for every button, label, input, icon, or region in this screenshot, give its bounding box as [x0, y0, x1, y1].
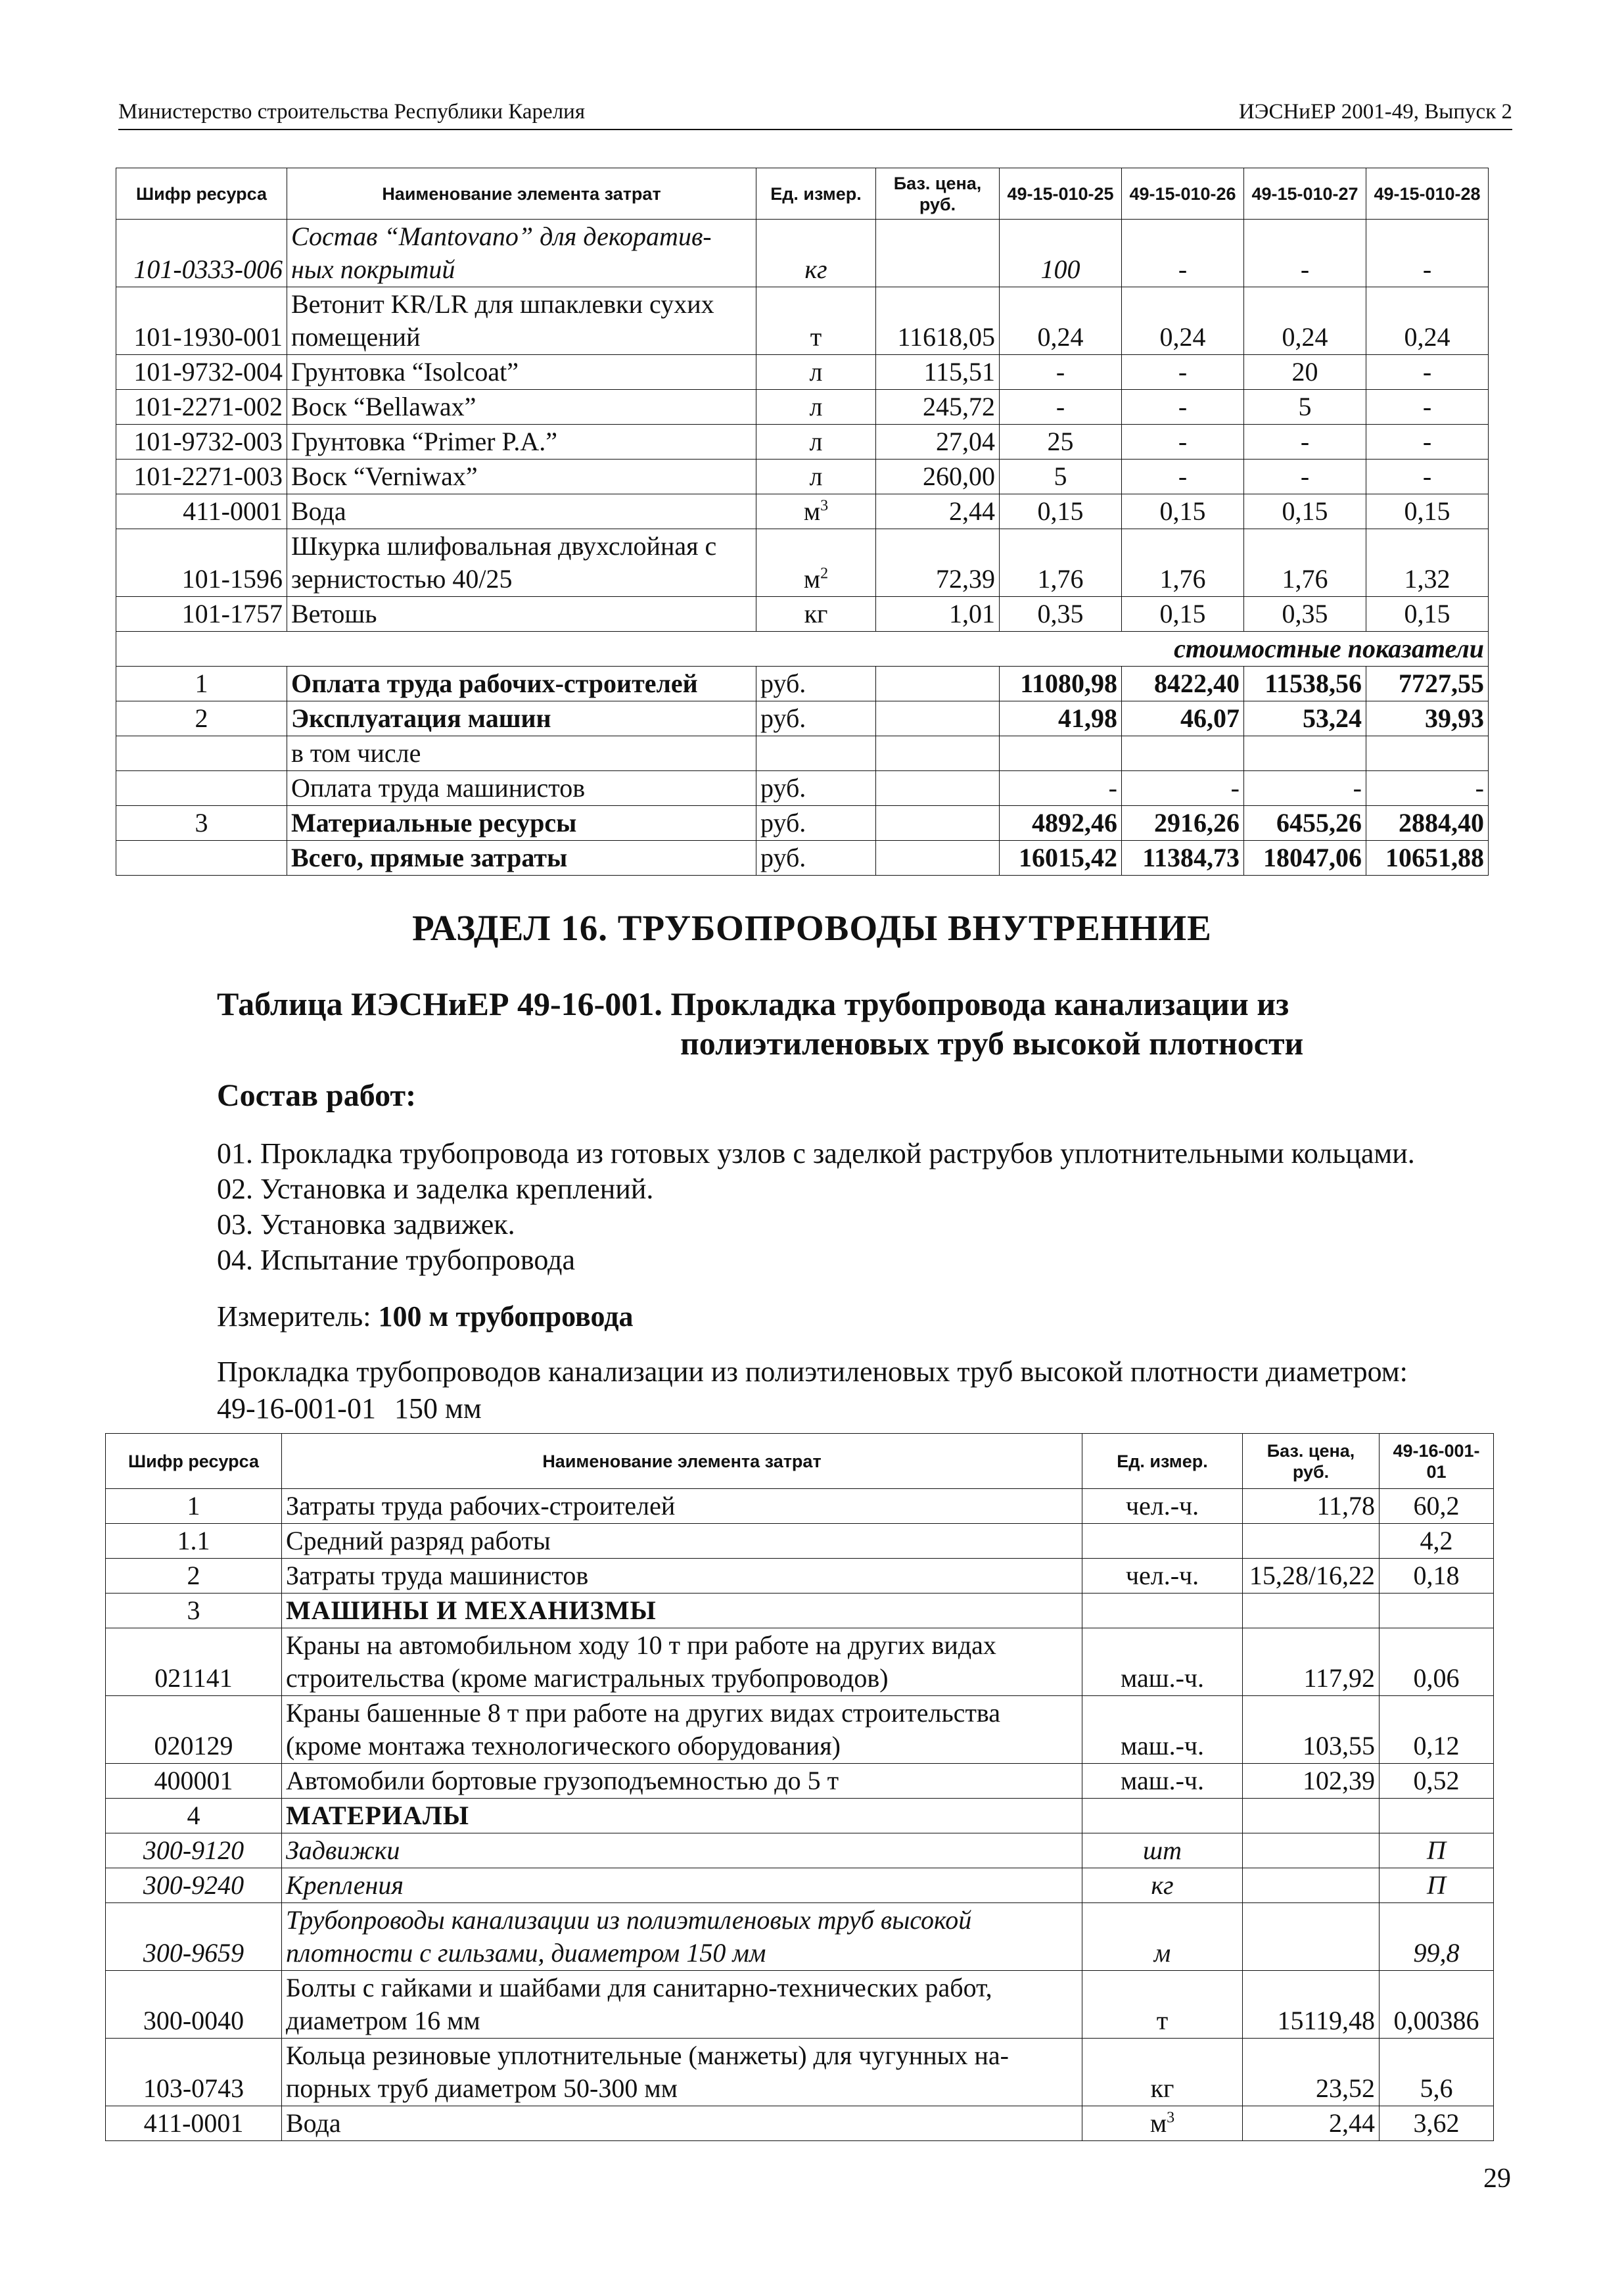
base-price — [1243, 1903, 1380, 1971]
col-header-norm: 49-15-010-28 — [1366, 168, 1489, 220]
norm-value: - — [1122, 220, 1244, 287]
resource-name: Вода — [282, 2106, 1082, 2141]
cost-value: 11080,98 — [1000, 667, 1122, 701]
base-price — [876, 220, 1000, 287]
unit: маш.-ч. — [1082, 1696, 1243, 1764]
resource-code: 411-0001 — [116, 494, 287, 529]
table-row — [106, 1971, 1494, 2039]
unit: руб. — [756, 667, 876, 701]
group-row — [106, 1799, 1494, 1833]
norm-value: 0,35 — [1000, 597, 1122, 632]
meter-line — [217, 1299, 634, 1334]
base-price — [1243, 1868, 1380, 1903]
cost-value: 4892,46 — [1000, 806, 1122, 841]
resource-code: 101-1596 — [116, 529, 287, 597]
header-ministry: Министерство строительства Республики Карелия — [118, 100, 586, 124]
col-header-price: Баз. цена, руб. — [1243, 1434, 1380, 1489]
resource-code: 300-9120 — [106, 1833, 282, 1868]
unit: маш.-ч. — [1082, 1764, 1243, 1799]
base-price — [1243, 1799, 1380, 1833]
norm-value: - — [1122, 355, 1244, 390]
base-price: 15,28/16,22 — [1243, 1559, 1380, 1594]
norm-value: - — [1000, 390, 1122, 425]
header-rule — [118, 129, 1512, 130]
resource-code: 101-1930-001 — [116, 287, 287, 355]
unit: л — [756, 425, 876, 460]
base-price: 260,00 — [876, 460, 1000, 494]
resource-name: Краны на автомобильном ходу 10 т при работе на других видах строительства (кроме магистральных трубопроводов) — [282, 1628, 1082, 1696]
work-item: 04. Испытание трубопровода — [217, 1244, 575, 1276]
resource-code: 021141 — [106, 1628, 282, 1696]
resource-code: 101-2271-002 — [116, 390, 287, 425]
unit: т — [1082, 1971, 1243, 2039]
unit: кг — [1082, 1868, 1243, 1903]
resource-code: 300-9240 — [106, 1868, 282, 1903]
resource-name: Шкурка шлифовальная двухслойная с зернистостью 40/25 — [287, 529, 756, 597]
norm-value: - — [1122, 460, 1244, 494]
work-item: 02. Установка и заделка креплений. — [217, 1173, 654, 1205]
resource-name: Воск “Verniwax” — [287, 460, 756, 494]
cost-value: 18047,06 — [1244, 841, 1366, 876]
table-row — [106, 1868, 1494, 1903]
cost-value: 7727,55 — [1366, 667, 1489, 701]
cost-number — [116, 771, 287, 806]
col-header-norm: 49-16-001-01 — [1380, 1434, 1494, 1489]
cost-value: 11538,56 — [1244, 667, 1366, 701]
norm-value: 0,15 — [1000, 494, 1122, 529]
table-row — [106, 1764, 1494, 1799]
cost-value: - — [1000, 771, 1122, 806]
unit: л — [756, 355, 876, 390]
base-price — [1243, 1833, 1380, 1868]
table-row — [106, 1696, 1494, 1764]
cost-value — [1000, 736, 1122, 771]
resource-code: 101-9732-003 — [116, 425, 287, 460]
norm-value: 0,24 — [1244, 287, 1366, 355]
norm-value: - — [1122, 390, 1244, 425]
col-header-name: Наименование элемента затрат — [287, 168, 756, 220]
unit — [1082, 1594, 1243, 1628]
cost-value: 8422,40 — [1122, 667, 1244, 701]
col-header-norm: 49-15-010-27 — [1244, 168, 1366, 220]
base-price: 245,72 — [876, 390, 1000, 425]
cost-name: Оплата труда рабочих-строителей — [287, 667, 756, 701]
col-header-norm: 49-15-010-26 — [1122, 168, 1244, 220]
resource-name: Грунтовка “Primer P.A.” — [287, 425, 756, 460]
cost-value: 10651,88 — [1366, 841, 1489, 876]
cost-value: 2916,26 — [1122, 806, 1244, 841]
unit — [756, 736, 876, 771]
unit: шт — [1082, 1833, 1243, 1868]
unit: л — [756, 390, 876, 425]
norm-value: - — [1366, 425, 1489, 460]
resource-name: Ветошь — [287, 597, 756, 632]
norm-value — [1380, 1799, 1494, 1833]
unit: руб. — [756, 771, 876, 806]
base-price — [876, 701, 1000, 736]
unit: руб. — [756, 806, 876, 841]
unit: кг — [756, 220, 876, 287]
resource-name: Автомобили бортовые грузоподъемностью до 5 т — [282, 1764, 1082, 1799]
resource-name: Задвижки — [282, 1833, 1082, 1868]
cost-value: - — [1244, 771, 1366, 806]
total-row — [116, 841, 1489, 876]
base-price: 115,51 — [876, 355, 1000, 390]
base-price — [1243, 1594, 1380, 1628]
cost-value: 39,93 — [1366, 701, 1489, 736]
cost-value — [1244, 736, 1366, 771]
resource-name: Затраты труда рабочих-строителей — [282, 1489, 1082, 1524]
norm-value: 99,8 — [1380, 1903, 1494, 1971]
norm-value: 0,24 — [1122, 287, 1244, 355]
unit: т — [756, 287, 876, 355]
unit: $м^3$ — [1082, 2106, 1243, 2141]
cost-value: - — [1122, 771, 1244, 806]
resource-code: 101-2271-003 — [116, 460, 287, 494]
cost-value: - — [1366, 771, 1489, 806]
table-row — [116, 460, 1489, 494]
base-price: 27,04 — [876, 425, 1000, 460]
table-row — [106, 1489, 1494, 1524]
norm-value: 0,18 — [1380, 1559, 1494, 1594]
table-row — [106, 1833, 1494, 1868]
base-price: 72,39 — [876, 529, 1000, 597]
resource-name: Средний разряд работы — [282, 1524, 1082, 1559]
col-header-unit: Ед. измер. — [756, 168, 876, 220]
base-price — [876, 771, 1000, 806]
section-title: РАЗДЕЛ 16. ТРУБОПРОВОДЫ ВНУТРЕННИЕ — [412, 908, 1212, 948]
work-item: 03. Установка задвижек. — [217, 1208, 515, 1240]
unit: кг — [1082, 2039, 1243, 2106]
norm-value: 0,24 — [1366, 287, 1489, 355]
cost-row — [116, 667, 1489, 701]
col-header-code: Шифр ресурса — [106, 1434, 282, 1489]
norm-value: 20 — [1244, 355, 1366, 390]
base-price: 2,44 — [876, 494, 1000, 529]
cost-indicators-row — [116, 632, 1489, 667]
resource-code: 2 — [106, 1559, 282, 1594]
resource-code: 101-1757 — [116, 597, 287, 632]
unit: маш.-ч. — [1082, 1628, 1243, 1696]
resource-code: 411-0001 — [106, 2106, 282, 2141]
table-row — [116, 425, 1489, 460]
cost-number — [116, 736, 287, 771]
resource-name: Вода — [287, 494, 756, 529]
norm-value: 5 — [1244, 390, 1366, 425]
norm-value: - — [1366, 220, 1489, 287]
norm-value: 0,15 — [1122, 494, 1244, 529]
resource-code: 020129 — [106, 1696, 282, 1764]
norm-value: 0,00386 — [1380, 1971, 1494, 2039]
cost-name: Оплата труда машинистов — [287, 771, 756, 806]
cost-name: в том числе — [287, 736, 756, 771]
norm-value: 4,2 — [1380, 1524, 1494, 1559]
resource-code: 1 — [106, 1489, 282, 1524]
table-header-row — [116, 168, 1489, 220]
norm-value: 1,76 — [1244, 529, 1366, 597]
base-price: 117,92 — [1243, 1628, 1380, 1696]
norm-value: - — [1000, 355, 1122, 390]
norm-value: - — [1366, 355, 1489, 390]
cost-value: 41,98 — [1000, 701, 1122, 736]
cost-row — [116, 736, 1489, 771]
base-price: 23,52 — [1243, 2039, 1380, 2106]
cost-row — [116, 806, 1489, 841]
norm-value: 0,35 — [1244, 597, 1366, 632]
unit: кг — [756, 597, 876, 632]
unit: м — [1082, 1903, 1243, 1971]
cost-row — [116, 771, 1489, 806]
base-price — [1243, 1524, 1380, 1559]
norm-value: 5,6 — [1380, 2039, 1494, 2106]
table-row — [116, 390, 1489, 425]
cost-number — [116, 841, 287, 876]
resource-name: Крепления — [282, 1868, 1082, 1903]
norm-value: - — [1244, 220, 1366, 287]
unit: л — [756, 460, 876, 494]
resource-name: Болты с гайками и шайбами для санитарно-технических работ, диаметром 16 мм — [282, 1971, 1082, 2039]
norm-value: 3,62 — [1380, 2106, 1494, 2141]
norm-value: П — [1380, 1868, 1494, 1903]
resource-name: Состав “Mantovano” для декоратив- ных покрытий — [287, 220, 756, 287]
base-price: 102,39 — [1243, 1764, 1380, 1799]
work-item: 01. Прокладка трубопровода из готовых узлов с заделкой раструбов уплотнительными кольцами. — [217, 1137, 1415, 1169]
cost-value — [1366, 736, 1489, 771]
norm-value: 0,06 — [1380, 1628, 1494, 1696]
meter-label: Измеритель: — [217, 1300, 371, 1333]
table-row — [116, 529, 1489, 597]
cost-name: Материальные ресурсы — [287, 806, 756, 841]
norm-value: 60,2 — [1380, 1489, 1494, 1524]
meter-value: 100 м трубопровода — [378, 1300, 634, 1333]
base-price: 103,55 — [1243, 1696, 1380, 1764]
cost-indicators-label: стоимостные показатели — [116, 632, 1489, 667]
resource-name: Затраты труда машинистов — [282, 1559, 1082, 1594]
norm-value: - — [1366, 390, 1489, 425]
base-price: 11618,05 — [876, 287, 1000, 355]
unit — [1082, 1799, 1243, 1833]
table-row — [106, 1559, 1494, 1594]
col-header-price: Баз. цена, руб. — [876, 168, 1000, 220]
unit: чел.-ч. — [1082, 1559, 1243, 1594]
resource-name: Грунтовка “Isolcoat” — [287, 355, 756, 390]
table-row — [116, 220, 1489, 287]
norm-value: 0,24 — [1000, 287, 1122, 355]
cost-value: 11384,73 — [1122, 841, 1244, 876]
page-number: 29 — [1483, 2163, 1511, 2194]
norm-value: - — [1366, 460, 1489, 494]
cost-name: Всего, прямые затраты — [287, 841, 756, 876]
norm-value: 5 — [1000, 460, 1122, 494]
base-price — [876, 806, 1000, 841]
cost-value — [1122, 736, 1244, 771]
resource-code: 101-0333-006 — [116, 220, 287, 287]
resource-name: Воск “Bellawax” — [287, 390, 756, 425]
norm-value: - — [1244, 425, 1366, 460]
resource-name: Ветонит KR/LR для шпаклевки сухих помещений — [287, 287, 756, 355]
resource-name: Краны башенные 8 т при работе на других видах строительства (кроме монтажа технологического оборудования) — [282, 1696, 1082, 1764]
col-header-norm: 49-15-010-25 — [1000, 168, 1122, 220]
norm-value: 0,12 — [1380, 1696, 1494, 1764]
base-price: 1,01 — [876, 597, 1000, 632]
norm-value: 1,76 — [1000, 529, 1122, 597]
base-price: 11,78 — [1243, 1489, 1380, 1524]
base-price — [876, 667, 1000, 701]
unit: руб. — [756, 701, 876, 736]
base-price: 2,44 — [1243, 2106, 1380, 2141]
resource-table-49-16-001 — [105, 1433, 1494, 2141]
table-row — [116, 597, 1489, 632]
table-row — [106, 1628, 1494, 1696]
norm-value: - — [1122, 425, 1244, 460]
resource-code: 400001 — [106, 1764, 282, 1799]
cost-value: 16015,42 — [1000, 841, 1122, 876]
norm-code: 49-16-001-01 — [217, 1392, 376, 1425]
cost-value: 6455,26 — [1244, 806, 1366, 841]
resource-code: 300-0040 — [106, 1971, 282, 2039]
group-name: МАШИНЫ И МЕХАНИЗМЫ — [282, 1594, 1082, 1628]
description-line: Прокладка трубопроводов канализации из полиэтиленовых труб высокой плотности диаметром: — [217, 1356, 1408, 1388]
cost-number: 3 — [116, 806, 287, 841]
cost-value: 46,07 — [1122, 701, 1244, 736]
cost-number: 2 — [116, 701, 287, 736]
norm-value: 25 — [1000, 425, 1122, 460]
table-title-line-2: полиэтиленовых труб высокой плотности — [680, 1025, 1304, 1062]
norm-value: 0,15 — [1244, 494, 1366, 529]
resource-table-49-15-010 — [116, 168, 1489, 876]
norm-value: 0,52 — [1380, 1764, 1494, 1799]
table-row — [106, 1524, 1494, 1559]
resource-code: 103-0743 — [106, 2039, 282, 2106]
resource-code: 101-9732-004 — [116, 355, 287, 390]
cost-name: Эксплуатация машин — [287, 701, 756, 736]
group-name: МАТЕРИАЛЫ — [282, 1799, 1082, 1833]
unit — [1082, 1524, 1243, 1559]
table-row — [106, 2039, 1494, 2106]
norm-value: П — [1380, 1833, 1494, 1868]
table-row — [116, 355, 1489, 390]
cost-value: 53,24 — [1244, 701, 1366, 736]
group-code: 3 — [106, 1594, 282, 1628]
table-row — [116, 287, 1489, 355]
unit: $м^3$ — [756, 494, 876, 529]
norm-value: - — [1244, 460, 1366, 494]
cost-number: 1 — [116, 667, 287, 701]
col-header-code: Шифр ресурса — [116, 168, 287, 220]
col-header-name: Наименование элемента затрат — [282, 1434, 1082, 1489]
pipe-diameter: 150 мм — [394, 1392, 482, 1425]
unit: чел.-ч. — [1082, 1489, 1243, 1524]
norm-value — [1380, 1594, 1494, 1628]
norm-value: 1,76 — [1122, 529, 1244, 597]
norm-value: 100 — [1000, 220, 1122, 287]
works-label: Состав работ: — [217, 1078, 417, 1113]
resource-code: 300-9659 — [106, 1903, 282, 1971]
group-row — [106, 1594, 1494, 1628]
norm-value: 0,15 — [1366, 494, 1489, 529]
header-document-code: ИЭСНиЕР 2001-49, Выпуск 2 — [1238, 100, 1512, 124]
cost-value: 2884,40 — [1366, 806, 1489, 841]
base-price — [876, 841, 1000, 876]
resource-name: Трубопроводы канализации из полиэтиленовых труб высокой плотности с гильзами, диаметром 150 мм — [282, 1903, 1082, 1971]
norm-value: 0,15 — [1366, 597, 1489, 632]
table-title-line-1: Таблица ИЭСНиЕР 49-16-001. Прокладка трубопровода канализации из — [217, 985, 1289, 1022]
base-price: 15119,48 — [1243, 1971, 1380, 2039]
table-row — [116, 494, 1489, 529]
table-row — [106, 1903, 1494, 1971]
group-code: 4 — [106, 1799, 282, 1833]
table-row — [106, 2106, 1494, 2141]
norm-value: 1,32 — [1366, 529, 1489, 597]
base-price — [876, 736, 1000, 771]
unit: руб. — [756, 841, 876, 876]
cost-row — [116, 701, 1489, 736]
resource-name: Кольца резиновые уплотнительные (манжеты) для чугунных на- порных труб диаметром 50-300 мм — [282, 2039, 1082, 2106]
norm-value: 0,15 — [1122, 597, 1244, 632]
table-header-row — [106, 1434, 1494, 1489]
col-header-unit: Ед. измер. — [1082, 1434, 1243, 1489]
description-code-line — [217, 1391, 482, 1427]
resource-code: 1.1 — [106, 1524, 282, 1559]
unit: $м^2$ — [756, 529, 876, 597]
